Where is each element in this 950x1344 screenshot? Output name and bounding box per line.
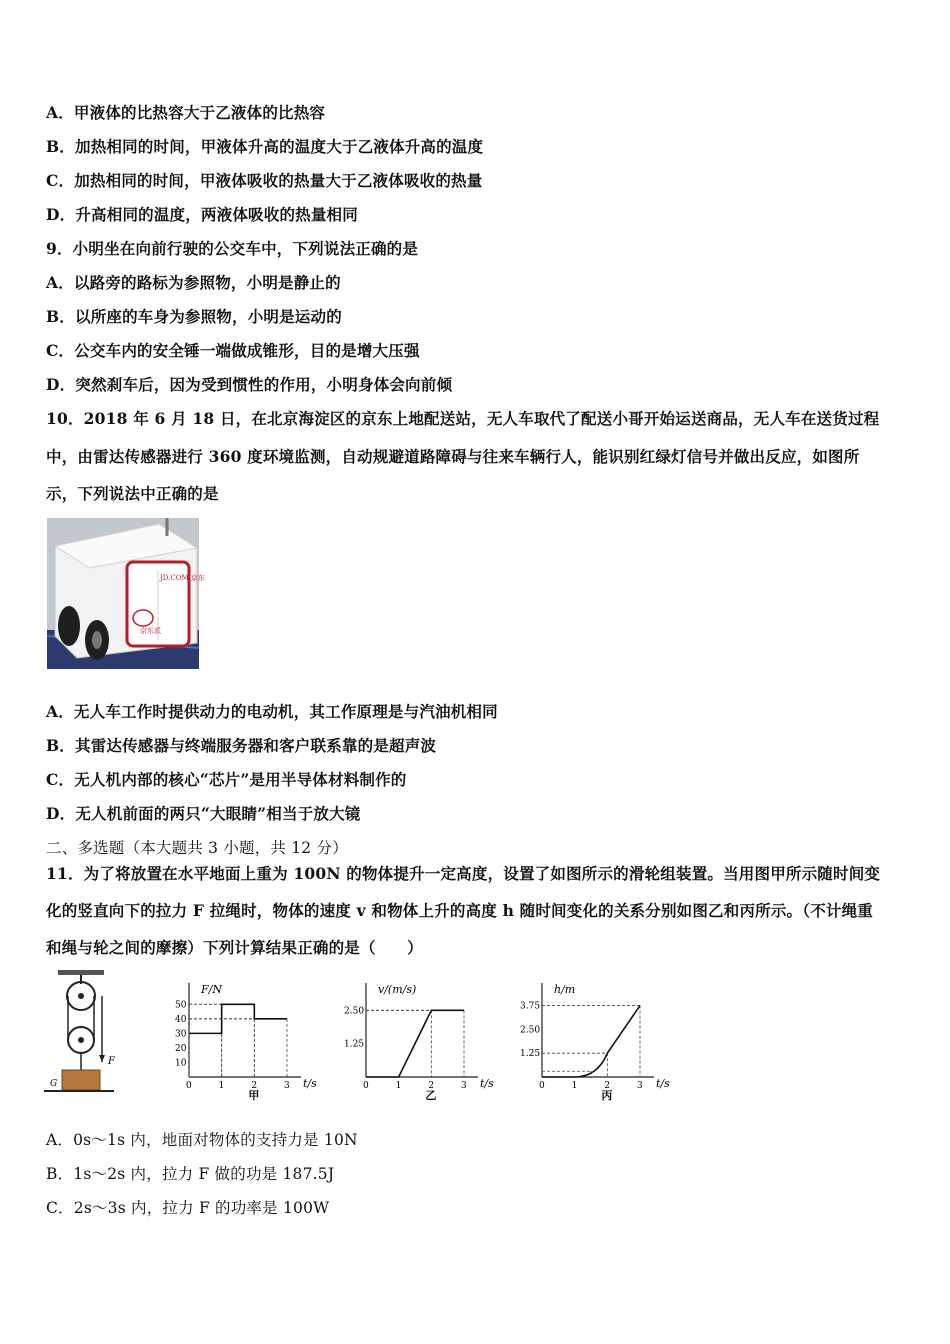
q11-option-c: C．2s～3s 内，拉力 F 的功率是 100W	[46, 1199, 330, 1217]
delivery-robot-photo	[47, 518, 205, 669]
q11-figure-svg	[44, 966, 694, 1104]
chart-title: 乙	[425, 1089, 437, 1102]
delivery-robot-illustration	[47, 518, 205, 669]
q10-stem-line-2: 中，由雷达传感器进行 360 度环境监测，自动规避道路障碍与往来车辆行人，能识别红绿灯信号并做出反应，如图所	[46, 447, 860, 466]
x-tick-label: 2	[251, 1081, 258, 1091]
y-tick-label: 2.50	[344, 1006, 365, 1017]
pulley-system	[44, 970, 116, 1091]
series-line	[542, 1006, 640, 1077]
y-tick-label: 40	[175, 1014, 187, 1025]
force-label: F	[108, 1056, 115, 1067]
series-line	[366, 1010, 464, 1077]
x-tick-label: 1	[218, 1081, 225, 1091]
q9-option-c: C．公交车内的安全锤一端做成锥形，目的是增大压强	[46, 341, 420, 360]
q9-option-d: D．突然刹车后，因为受到惯性的作用，小明身体会向前倾	[46, 375, 453, 394]
q11-figures	[44, 966, 694, 1104]
weight-block	[62, 1070, 100, 1090]
series-line	[189, 1004, 287, 1033]
q11-stem-line-1: 11．为了将放置在水平地面上重为 100N 的物体提升一定高度，设置了如图所示的滑轮组装置。当用图甲所示随时间变	[46, 864, 881, 883]
q10-stem-line-1: 10．2018 年 6 月 18 日，在北京海淀区的京东上地配送站，无人车取代了配送小哥开始运送商品，无人车在送货过程	[46, 409, 880, 428]
y-tick-label: 10	[175, 1058, 187, 1069]
chart-height	[520, 983, 670, 1102]
photo-logo-text: 京东派	[140, 627, 161, 635]
chart-title: 丙	[601, 1089, 613, 1102]
x-tick-label: 2	[604, 1081, 611, 1091]
x-tick-label: 0	[539, 1081, 545, 1091]
q10-option-b: B．其雷达传感器与终端服务器和客户联系靠的是超声波	[46, 736, 437, 755]
y-axis-label: F/N	[201, 983, 222, 996]
q9-option-a: A．以路旁的路标为参照物，小明是静止的	[46, 273, 341, 292]
x-tick-label: 3	[637, 1081, 643, 1091]
y-tick-label: 30	[175, 1029, 187, 1040]
q11-option-a: A．0s～1s 内，地面对物体的支持力是 10N	[46, 1131, 358, 1149]
q9-option-b: B．以所座的车身为参照物，小明是运动的	[46, 307, 342, 326]
x-axis-label: t/s	[480, 1077, 494, 1090]
q11-stem-line-3: 和绳与轮之间的摩擦）下列计算结果正确的是（ ）	[46, 938, 423, 957]
ceiling-mount	[58, 970, 104, 975]
x-axis-label: t/s	[303, 1077, 317, 1090]
q8-option-b: B．加热相同的时间，甲液体升高的温度大于乙液体升高的温度	[46, 137, 484, 156]
photo-brand-text: JD.COM 京东	[160, 574, 205, 582]
q8-option-d: D．升高相同的温度，两液体吸收的热量相同	[46, 205, 358, 224]
x-axis-label: t/s	[656, 1077, 670, 1090]
y-tick-label: 1.25	[520, 1049, 541, 1060]
object-label: G	[50, 1079, 58, 1089]
y-tick-label: 50	[175, 1000, 187, 1011]
y-tick-label: 20	[175, 1043, 187, 1054]
x-tick-label: 1	[395, 1081, 402, 1091]
x-tick-label: 3	[461, 1081, 467, 1091]
y-tick-label: 3.75	[520, 1001, 541, 1012]
x-tick-label: 1	[571, 1081, 578, 1091]
q11-stem-line-2: 化的竖直向下的拉力 F 拉绳时，物体的速度 v 和物体上升的高度 h 随时间变化的关系分别如图乙和丙所示。（不计绳重	[46, 901, 874, 920]
q8-option-a: A．甲液体的比热容大于乙液体的比热容	[46, 103, 326, 122]
q10-option-c: C．无人机内部的核心“芯片”是用半导体材料制作的	[46, 770, 407, 789]
y-axis-label: h/m	[554, 983, 576, 996]
chart-title: 甲	[248, 1089, 260, 1102]
q9-stem: 9．小明坐在向前行驶的公交车中，下列说法正确的是	[46, 239, 419, 258]
q10-stem-line-3: 示，下列说法中正确的是	[46, 484, 219, 503]
y-tick-label: 1.25	[344, 1039, 365, 1050]
x-tick-label: 2	[428, 1081, 435, 1091]
x-tick-label: 0	[363, 1081, 369, 1091]
q10-option-a: A．无人车工作时提供动力的电动机，其工作原理是与汽油机相同	[46, 702, 498, 721]
x-tick-label: 3	[284, 1081, 290, 1091]
chart-force	[175, 983, 317, 1102]
q10-option-d: D．无人机前面的两只“大眼睛”相当于放大镜	[46, 804, 361, 823]
x-tick-label: 0	[186, 1081, 192, 1091]
chart-velocity	[344, 983, 494, 1102]
q8-option-c: C．加热相同的时间，甲液体吸收的热量大于乙液体吸收的热量	[46, 171, 483, 190]
y-tick-label: 2.50	[520, 1025, 541, 1036]
y-axis-label: v/(m/s)	[378, 983, 417, 996]
section-heading: 二、多选题（本大题共 3 小题，共 12 分）	[46, 839, 348, 857]
q11-option-b: B．1s～2s 内，拉力 F 做的功是 187.5J	[46, 1165, 335, 1183]
